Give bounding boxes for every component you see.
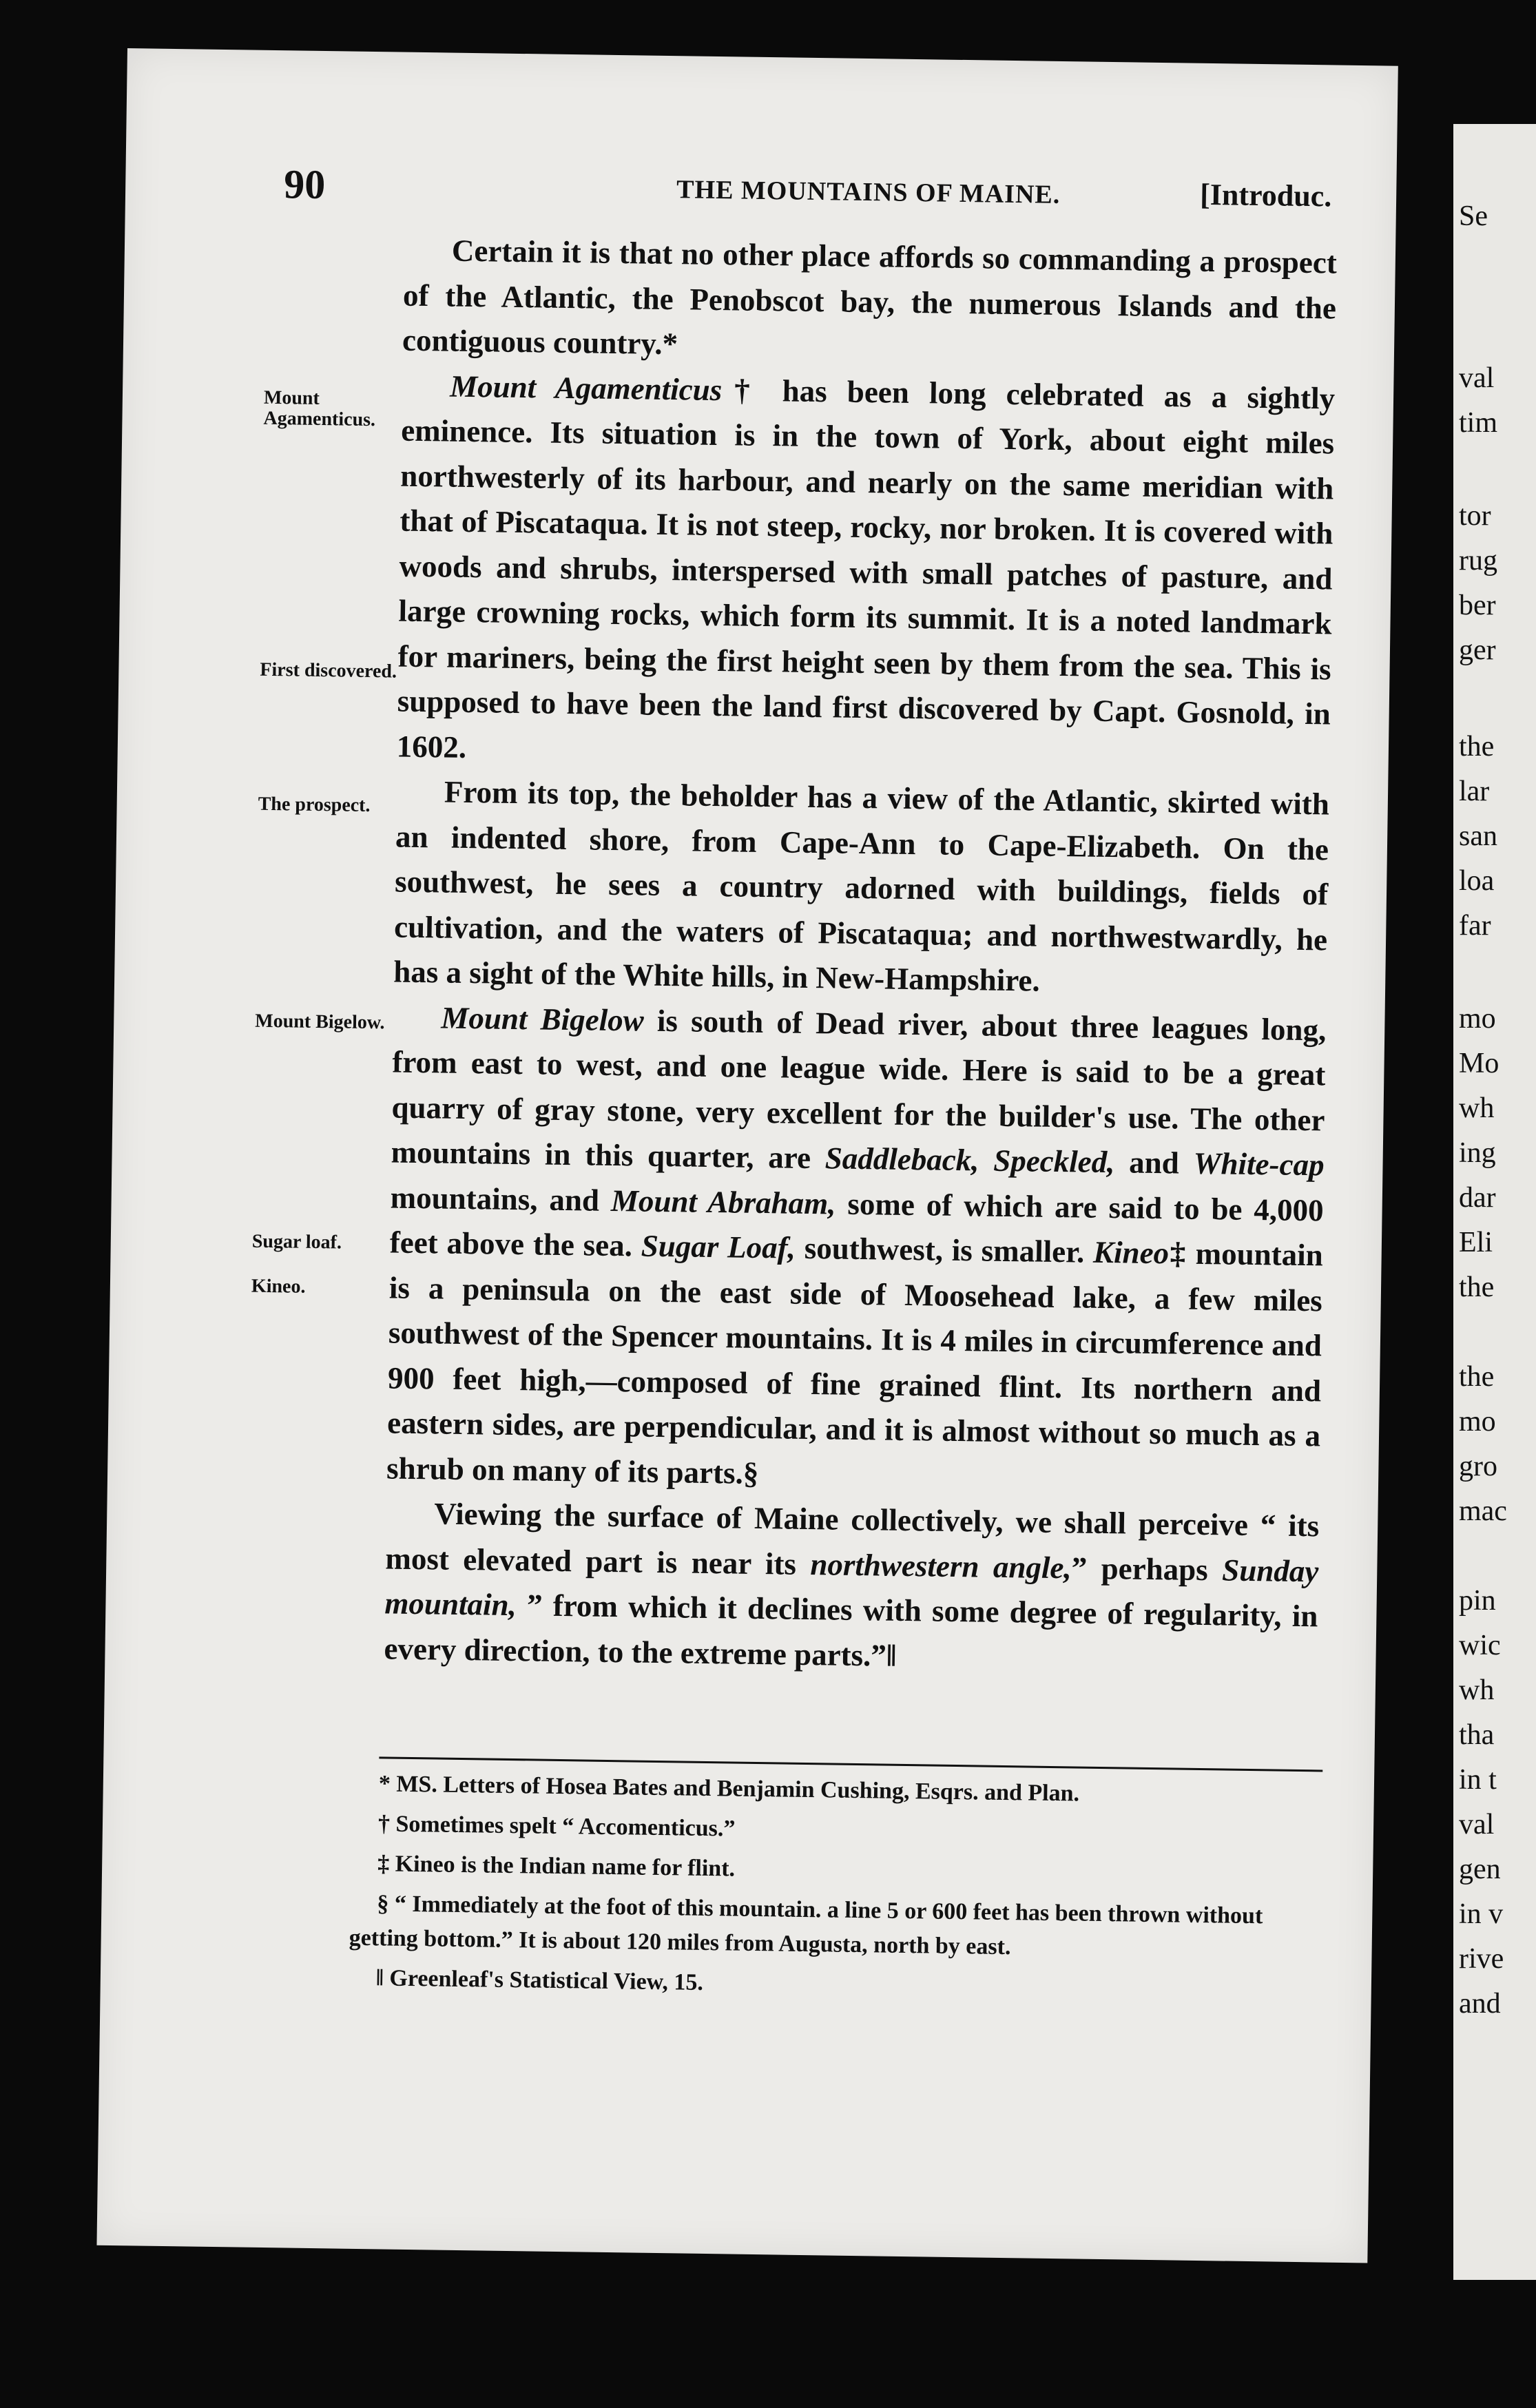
adjacent-fragment: dar (1459, 1182, 1496, 1214)
adjacent-fragment: wh (1459, 1092, 1495, 1124)
adjacent-fragment: the (1459, 1272, 1495, 1303)
adjacent-fragment: Eli (1459, 1227, 1493, 1258)
paragraph-4-text-d: some of which are said to be 4,000 feet above the sea. (389, 1186, 1324, 1263)
paragraph-5 (384, 1491, 1320, 1684)
adjacent-fragment: mo (1459, 1003, 1496, 1035)
footnote-1: * MS. Letters of Hosea Bates and Benjamin Cushing, Esqrs. and Plan. (378, 1771, 1080, 1807)
paragraph-5-text-b: ” perhaps (1071, 1550, 1223, 1587)
adjacent-fragment: Se (1459, 200, 1488, 232)
adjacent-fragment: val (1459, 1809, 1495, 1840)
adjacent-fragment: and (1459, 1988, 1501, 2020)
page-header (125, 158, 1397, 218)
footnote-4: § “ Immediately at the foot of this mountain. a line 5 or 600 feet has been thrown without getting bottom.” It is about 120 miles from Augusta, north by east. (349, 1891, 1263, 1960)
margin-note-agamenticus: Mount Agamenticus. (263, 386, 376, 431)
adjacent-fragment: Mo (1459, 1048, 1499, 1079)
book-page (96, 48, 1398, 2263)
mount-agamenticus-name: Mount Agamenticus (449, 369, 723, 407)
paragraph-2-text: † has been long celebrated as a sightly eminence. Its situation is in the town of York, about eight miles northwesterly of its harbour, and nearly on the same meridian with that of Piscataqua. It is not steep, rocky, nor broken. It is covered with woods and shrubs, interspersed with small patches of pasture, and large crowning rocks, which form its summit. It is a noted landmark for mariners, being the first height seen by them from the sea. This is supposed to have been the land first discovered by Capt. Gosnold, in 1602. (396, 372, 1336, 765)
adjacent-fragment: the (1459, 731, 1495, 762)
paragraph-2 (396, 363, 1335, 782)
adjacent-fragment: mo (1459, 1406, 1496, 1437)
adjacent-fragment: val (1459, 362, 1495, 394)
margin-note-prospect: The prospect. (258, 793, 371, 817)
adjacent-page-edge (1453, 124, 1536, 2280)
adjacent-fragment: san (1459, 820, 1497, 852)
sugar-loaf-name: Sugar Loaf, (641, 1228, 796, 1265)
northwestern-angle: northwestern angle, (810, 1546, 1072, 1585)
page-number: 90 (283, 161, 326, 208)
adjacent-fragment: loa (1459, 865, 1495, 897)
body-text (384, 228, 1337, 1685)
adjacent-fragment: ger (1459, 634, 1496, 666)
adjacent-fragment: ber (1459, 590, 1496, 621)
footnote-2: † Sometimes spelt “ Accomenticus.” (377, 1811, 736, 1842)
sunday-mountain: Sunday mountain, (384, 1552, 1319, 1623)
mount-bigelow-name: Mount Bigelow (441, 999, 645, 1038)
section-label: [Introduc. (1199, 177, 1332, 214)
margin-note-first-discovered: First discovered. (260, 658, 397, 683)
running-title: THE MOUNTAINS OF MAINE. (676, 175, 1061, 209)
adjacent-fragment: wh (1459, 1674, 1495, 1706)
adjacent-fragment: lar (1459, 776, 1490, 807)
adjacent-fragment: rug (1459, 545, 1497, 577)
footnote-5: ‖ Greenleaf's Statistical View, 15. (375, 1965, 704, 1995)
paragraph-4-text-f: ‡ mountain is a peninsula on the east side of Moosehead lake, a few miles southwest of the Spencer mountains. It is 4 miles in circumference and 900 feet high,—composed of fine grained flint. Its northern and eastern sides, are perpendicular, and it is almost without so much as a shrub on many of its parts.§ (386, 1236, 1324, 1491)
adjacent-fragment: far (1459, 910, 1491, 942)
saddleback-name: Saddleback, Speckled, (824, 1141, 1115, 1180)
paragraph-1: Certain it is that no other place affords so commanding a prospect of the Atlantic, the Penobscot bay, the numerous Islands and the contiguous country.* (402, 233, 1338, 362)
abraham-name: Mount Abraham, (610, 1183, 836, 1221)
adjacent-fragment: gen (1459, 1854, 1501, 1885)
adjacent-fragment: ing (1459, 1137, 1496, 1169)
footnotes (348, 1767, 1329, 2015)
adjacent-fragment: in v (1459, 1898, 1504, 1930)
adjacent-fragment: wic (1459, 1630, 1501, 1661)
adjacent-fragment: tim (1459, 407, 1498, 439)
paragraph-4-text-a: is south of Dead river, about three leagues long, from east to west, and one league wide. Here is said to be a great quarry of gray stone, very excellent for the builder's use. The other mountains in this quarter, are (391, 1003, 1327, 1176)
adjacent-fragment: pin (1459, 1585, 1496, 1617)
adjacent-fragment: the (1459, 1361, 1495, 1393)
footnote-3: ‡ Kineo is the Indian name for flint. (377, 1851, 736, 1882)
adjacent-fragment: tha (1459, 1719, 1495, 1751)
margin-note-sugar-loaf: Sugar loaf. (251, 1230, 342, 1254)
kineo-name: Kineo (1092, 1234, 1170, 1271)
paragraph-3: From its top, the beholder has a view of the Atlantic, skirted with an indented shore, from Cape-Ann to Cape-Elizabeth. On the southwest, he sees a country adorned with buildings, fields of cultivation, and the waters of Piscataqua; and northwestwardly, he has a sight of the White hills, in New-Hampshire. (393, 774, 1330, 998)
adjacent-fragment: tor (1459, 500, 1491, 532)
paragraph-4 (386, 995, 1327, 1504)
margin-note-kineo: Kineo. (251, 1275, 306, 1298)
margin-note-bigelow: Mount Bigelow. (255, 1010, 385, 1034)
adjacent-fragment: mac (1459, 1495, 1507, 1527)
adjacent-fragment: in t (1459, 1764, 1497, 1796)
adjacent-fragment: rive (1459, 1943, 1504, 1975)
whitecap-name: White-cap (1193, 1145, 1325, 1183)
paragraph-5-text-a: Viewing the surface of Maine collectively, we shall perceive “ its most elevated part is near its (385, 1496, 1320, 1581)
paragraph-5-text-c: ” from which it declines with some degree of regularity, in every direction, to the extreme parts.”‖ (384, 1588, 1318, 1673)
paragraph-4-text-e: southwest, is smaller. (795, 1230, 1094, 1269)
adjacent-fragment: gro (1459, 1451, 1497, 1482)
paragraph-4-text-b: and (1114, 1145, 1194, 1181)
paragraph-4-text-c: mountains, and (390, 1179, 612, 1218)
